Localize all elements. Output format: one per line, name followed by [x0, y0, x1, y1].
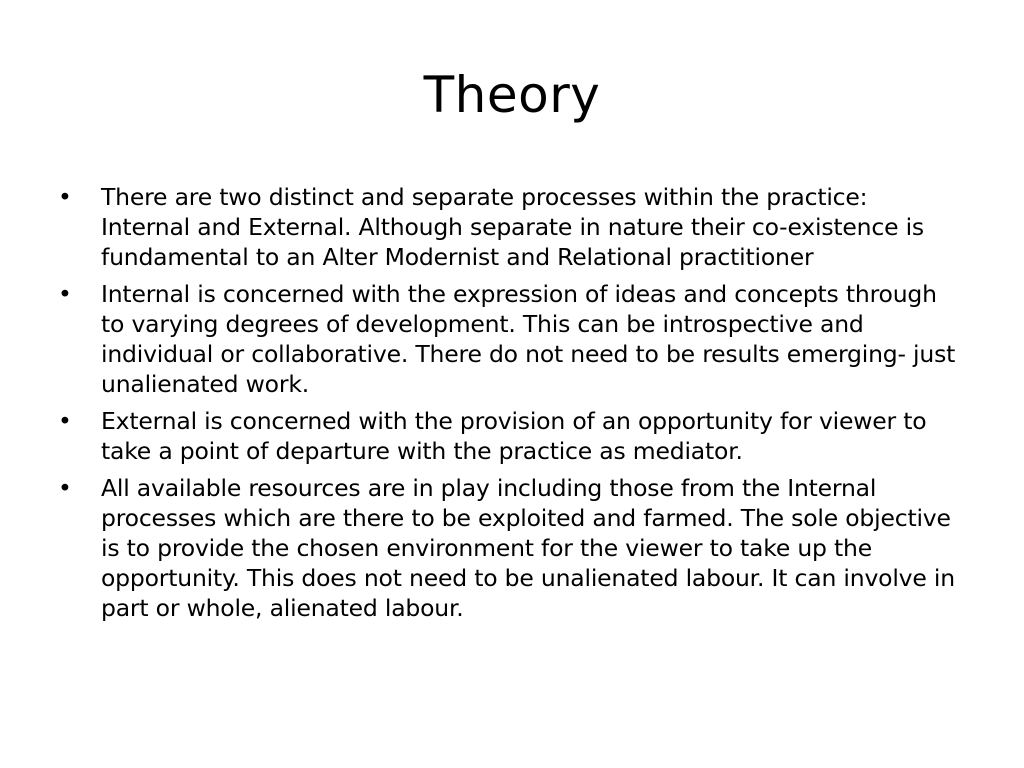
bullet-marker-icon: • [58, 183, 72, 211]
bullet-item [58, 182, 958, 272]
bullet-item [58, 406, 958, 466]
bullet-item [58, 279, 958, 399]
bullet-list [58, 182, 958, 630]
bullet-item [58, 473, 958, 623]
bullet-marker-icon: • [58, 474, 72, 502]
bullet-text: Internal is concerned with the expression of ideas and concepts through to varying degrees of development. This can be introspective and individual or collaborative. There do not need to be results emerging- just unalienated work. [101, 280, 956, 398]
bullet-marker-icon: • [58, 407, 72, 435]
bullet-marker-icon: • [58, 280, 72, 308]
bullet-text: External is concerned with the provision of an opportunity for viewer to take a point of departure with the practice as mediator. [101, 407, 927, 465]
slide-title: Theory [423, 66, 601, 124]
bullet-text: There are two distinct and separate processes within the practice: Internal and External. Although separate in nature their co-existence is fundamental to an Alter Modernist and Relational practitioner [101, 183, 924, 271]
bullet-text: All available resources are in play including those from the Internal processes which are there to be exploited and farmed. The sole objective is to provide the chosen environment for the viewer to take up the opportunity. This does not need to be unalienated labour. It can involve in part or whole, alienated labour. [101, 474, 955, 622]
